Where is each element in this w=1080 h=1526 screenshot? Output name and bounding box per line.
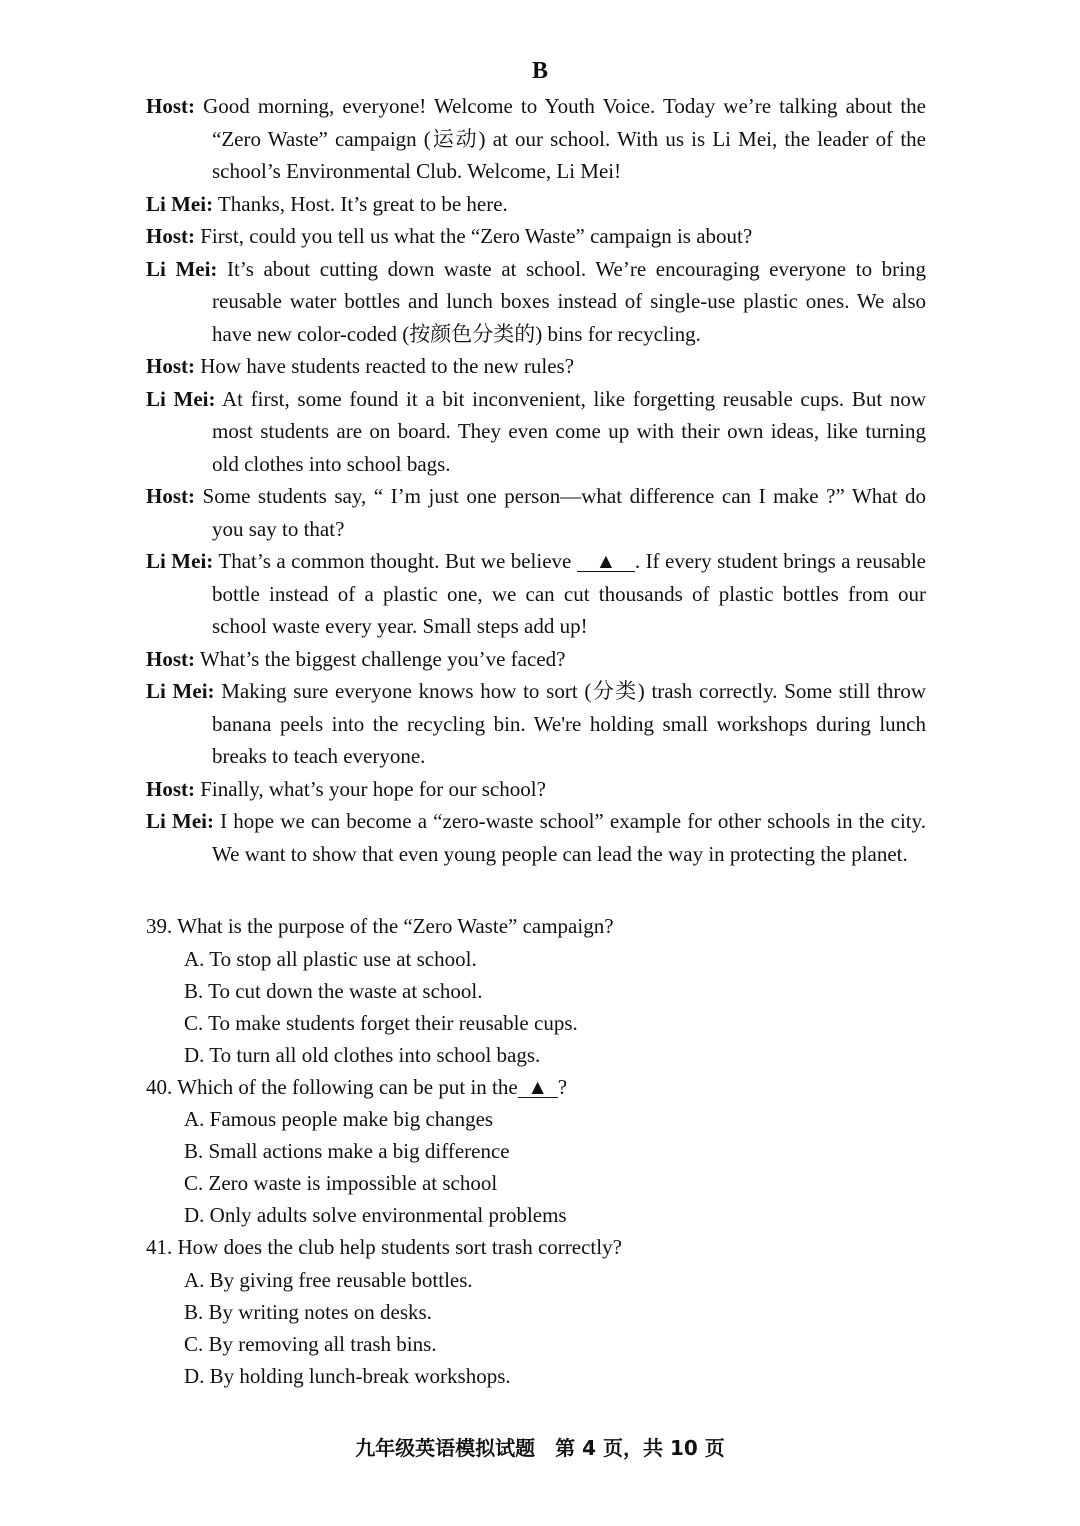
- dialogue-turn: [146, 188, 926, 221]
- option-39-a: A. To stop all plastic use at school.: [184, 946, 477, 971]
- option-39-d: D. To turn all old clothes into school bags.: [184, 1042, 541, 1067]
- option-41-b: B. By writing notes on desks.: [184, 1299, 432, 1324]
- speaker: Li Mei:: [146, 386, 216, 411]
- speaker: Li Mei:: [146, 809, 214, 833]
- dialogue-turn: [146, 675, 926, 773]
- dialogue-turn: [146, 350, 926, 383]
- section-title: B: [531, 58, 548, 84]
- turn-text: That’s a common thought. But we believe: [213, 549, 577, 573]
- turn-text: Thanks, Host. It’s great to be here.: [213, 191, 508, 216]
- question-39: 39. What is the purpose of the “Zero Waste” campaign?: [146, 914, 614, 938]
- dialogue: [146, 90, 926, 870]
- option-39-c: C. To make students forget their reusable cups.: [184, 1010, 578, 1035]
- speaker: Li Mei:: [146, 256, 218, 281]
- turn-text: At first, some found it a bit inconvenient, like forgetting reusable cups. But now most students are on board. They even come up with their own ideas, like turning old clothes into school bags.: [212, 386, 927, 476]
- turn-text: Finally, what’s your hope for our school?: [195, 776, 546, 801]
- turn-text: How have students reacted to the new rules?: [195, 354, 575, 378]
- turn-text: I hope we can become a “zero-waste school” example for other schools in the city. We want to show that even young people can lead the way in protecting the planet.: [212, 809, 927, 866]
- speaker: Host:: [146, 776, 195, 801]
- questions: [146, 910, 926, 1392]
- option-40-b: B. Small actions make a big difference: [184, 1139, 510, 1163]
- question-40-stem: 40. Which of the following can be put in the: [146, 1074, 518, 1099]
- page-footer: 九年级英语模拟试题 第 4 页，共 10 页: [355, 1436, 725, 1460]
- turn-text-after: . If every student brings a reusable bottle instead of a plastic one, we can cut thousands of plastic bottles from our school waste every year. Small steps add up!: [212, 549, 926, 638]
- dialogue-turn: [146, 545, 926, 643]
- speaker: Host:: [146, 354, 195, 378]
- dialogue-turn: [146, 773, 926, 806]
- option-40-a: A. Famous people make big changes: [184, 1107, 494, 1131]
- blank-triangle-icon: ▲: [577, 551, 635, 572]
- speaker: Li Mei:: [146, 191, 214, 216]
- turn-text: Some students say, “ I’m just one person—what difference can I make ?” What do you say to that?: [195, 484, 926, 541]
- speaker: Li Mei:: [146, 549, 214, 573]
- question-41: 41. How does the club help students sort trash correctly?: [146, 1235, 622, 1259]
- option-39-b: B. To cut down the waste at school.: [184, 978, 483, 1003]
- dialogue-turn: [146, 383, 926, 481]
- option-41-d: D. By holding lunch-break workshops.: [184, 1363, 511, 1388]
- option-41-a: A. By giving free reusable bottles.: [184, 1267, 473, 1292]
- turn-text: It’s about cutting down waste at school. We’re encouraging everyone to bring reusable water bottles and lunch boxes instead of single-use plastic ones. We also have new color-coded (按颜色分类的) bins for recycling.: [212, 256, 926, 346]
- option-40-d: D. Only adults solve environmental problems: [184, 1203, 567, 1227]
- dialogue-turn: [146, 90, 926, 188]
- option-41-c: C. By removing all trash bins.: [184, 1331, 437, 1356]
- dialogue-turn: [146, 480, 926, 545]
- option-40-c: C. Zero waste is impossible at school: [184, 1171, 498, 1195]
- speaker: Host:: [146, 224, 195, 248]
- blank-triangle-icon: ▲: [518, 1077, 558, 1098]
- dialogue-turn: [146, 220, 926, 253]
- turn-text: What’s the biggest challenge you’ve faced?: [195, 646, 566, 671]
- turn-text: First, could you tell us what the “Zero Waste” campaign is about?: [195, 224, 753, 248]
- question-40-end: ?: [557, 1074, 568, 1099]
- speaker: Host:: [146, 646, 195, 671]
- question-40: [146, 1071, 926, 1104]
- turn-text: Making sure everyone knows how to sort (分类) trash correctly. Some still throw banana peels into the recycling bin. We're holding small workshops during lunch breaks to teach everyone.: [212, 679, 926, 768]
- speaker: Host:: [146, 94, 195, 118]
- dialogue-turn: [146, 643, 926, 676]
- speaker: Li Mei:: [146, 679, 215, 703]
- turn-text: Good morning, everyone! Welcome to Youth Voice. Today we’re talking about the “Zero Waste” campaign (运动) at our school. With us is Li Mei, the leader of the school’s Environmental Club. Welcome, Li Mei!: [195, 94, 926, 183]
- dialogue-turn: [146, 805, 926, 870]
- speaker: Host:: [146, 484, 195, 508]
- dialogue-turn: [146, 253, 926, 351]
